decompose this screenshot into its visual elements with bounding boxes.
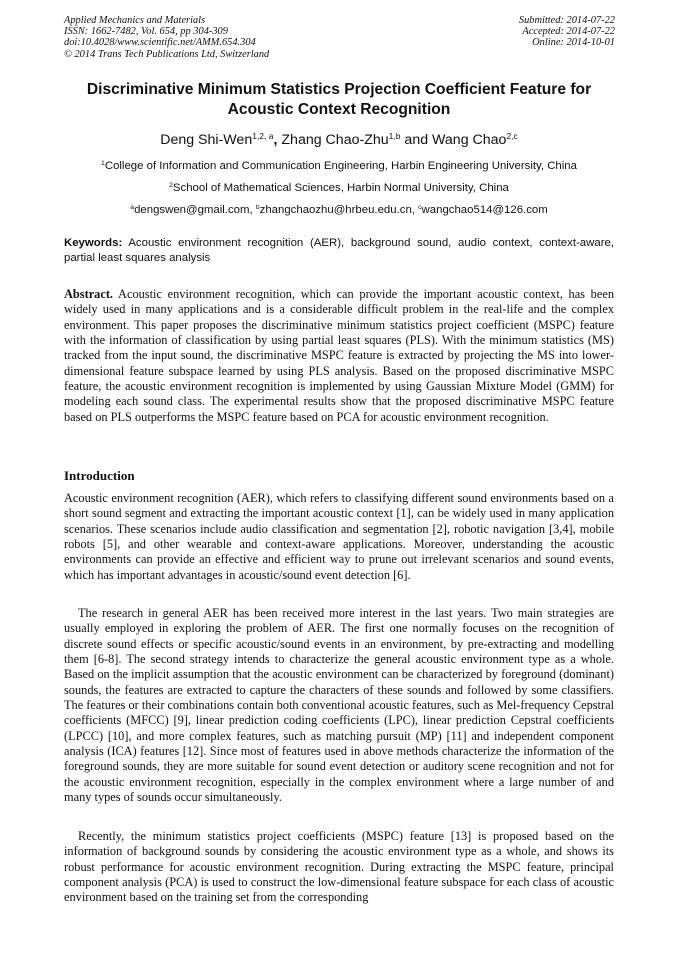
affiliation-2: [64, 181, 614, 195]
submitted-date: Submitted: 2014-07-22: [518, 15, 615, 26]
keywords-text: Acoustic environment recognition (AER), background sound, audio context, context-aware, partial least squares analysis: [64, 237, 614, 264]
keywords-label: Keywords:: [64, 237, 123, 249]
author-2: Zhang Chao-Zhu: [281, 132, 389, 148]
email-marker: c: [418, 203, 422, 211]
abstract-label: Abstract.: [64, 287, 114, 301]
email-c: wangchao514@126.com: [421, 204, 548, 216]
affiliation-1: [64, 159, 614, 173]
author-2-affiliation: 1,b: [388, 130, 401, 141]
affiliation-text: College of Information and Communication Engineering, Harbin Engineering University, China: [104, 160, 577, 172]
email-marker: a: [130, 203, 135, 211]
abstract: [64, 287, 614, 425]
affiliation-marker: 1: [101, 159, 105, 167]
email-a: dengswen@gmail.com,: [134, 204, 256, 216]
journal-info: [64, 15, 269, 60]
author-list: [64, 131, 614, 149]
author-emails: [64, 203, 614, 217]
author-1: Deng Shi-Wen: [160, 132, 253, 148]
copyright-line: © 2014 Trans Tech Publications Ltd, Switzerland: [64, 48, 270, 60]
author-3: Wang Chao: [432, 132, 507, 148]
intro-paragraph-1: Acoustic environment recognition (AER), which refers to classifying different sound environments based on a short sound segment and extracting the important acoustic context [1], can be widely used in many application scenarios. These scenarios include audio classification and segmentation [2], robotic navigation [3,4], mobile robots [5], and other wearable and context-aware applications. Moreover, understanding the acoustic environments can provide an effective and efficient way to prune out irrelevant scenarios and sound events, which has important advantages in acoustic/sound event detection [6].: [64, 491, 614, 582]
abstract-text: Acoustic environment recognition, which can provide the important acoustic context, has been widely used in many applications and is a considerable difficult problem in the real-life and the complex environment. This paper proposes the discriminative minimum statistics project coefficient (MSPC) feature with the information of classification by using partial least squares (PLS). With the minimum statistics (MS) tracked from the input sound, the discriminative MSPC feature is extracted by projecting the MS into lower-dimensional feature subspace learned by using PLS analysis. Based on the proposed discriminative MSPC feature, the acoustic environment recognition is implemented by using Gaussian Mixture Model (GMM) for modeling each sound class. The experimental results show that the proposed discriminative MSPC feature based on PLS outperforms the MSPC feature based on PCA for acoustic environment recognition.: [64, 287, 614, 424]
author-separator: and: [400, 132, 433, 148]
online-date: Online: 2014-10-01: [532, 37, 615, 49]
affiliation-text: School of Mathematical Sciences, Harbin Normal University, China: [172, 182, 509, 194]
journal-name: Applied Mechanics and Materials: [64, 15, 206, 26]
doi-line: doi:10.4028/www.scientific.net/AMM.654.304: [64, 37, 256, 49]
intro-paragraph-3: Recently, the minimum statistics project coefficients (MSPC) feature [13] is proposed based on the information of background sounds by considering the acoustic environment type as a whole, and shows its robust performance for acoustic environment recognition. During extracting the MSPC feature, principal component analysis (PCA) is used to construct the low-dimensional feature subspace for each class of acoustic environment based on the training set from the corresponding: [64, 829, 614, 905]
intro-paragraph-2: The research in general AER has been received more interest in the last years. Two main strategies are usually employed in exploring the problem of AER. The first one normally focuses on the recognition of discrete sound effects or specific acoustic/sound events in an environment, by pre-extracting and modelling them [6-8]. The second strategy intends to characterize the general acoustic environment type as a whole. Based on the implicit assumption that the acoustic environment can be characterized by foreground (dominant) sounds, the features are extracted to capture the characters of these sounds and followed by some classifiers. The features or their combinations contain both conventional acoustic features, such as Mel-frequency Cepstral coefficients (MFCC) [9], linear prediction coding coefficients (LPC), linear prediction Cepstral coefficients (LPCC) [10], and more complex features, such as matching pursuit (MP) [11] and independent component analysis (ICA) features [12]. Since most of features used in above methods characterize the information of the foreground sounds, they are more suitable for sound event detection or auditory scene recognition and not for the acoustic environment recognition, especially in the complex environment where a large number of and many types of sounds occur simultaneously.: [64, 606, 614, 805]
issn-line: ISSN: 1662-7482, Vol. 654, pp 304-309: [64, 26, 228, 38]
paper-title: Discriminative Minimum Statistics Projection Coefficient Feature for Acoustic Context Recognition: [86, 81, 592, 118]
submission-dates: [519, 15, 615, 49]
author-separator: ,: [273, 132, 282, 148]
section-heading-introduction: Introduction: [64, 468, 135, 483]
affiliation-marker: 2: [169, 181, 173, 189]
author-3-affiliation: 2,c: [506, 130, 518, 141]
author-1-affiliation: 1,2, a: [252, 130, 274, 141]
keywords: [64, 236, 614, 265]
accepted-date: Accepted: 2014-07-22: [522, 26, 615, 38]
email-b: zhangchaozhu@hrbeu.edu.cn,: [259, 204, 419, 216]
email-marker: b: [255, 203, 260, 211]
